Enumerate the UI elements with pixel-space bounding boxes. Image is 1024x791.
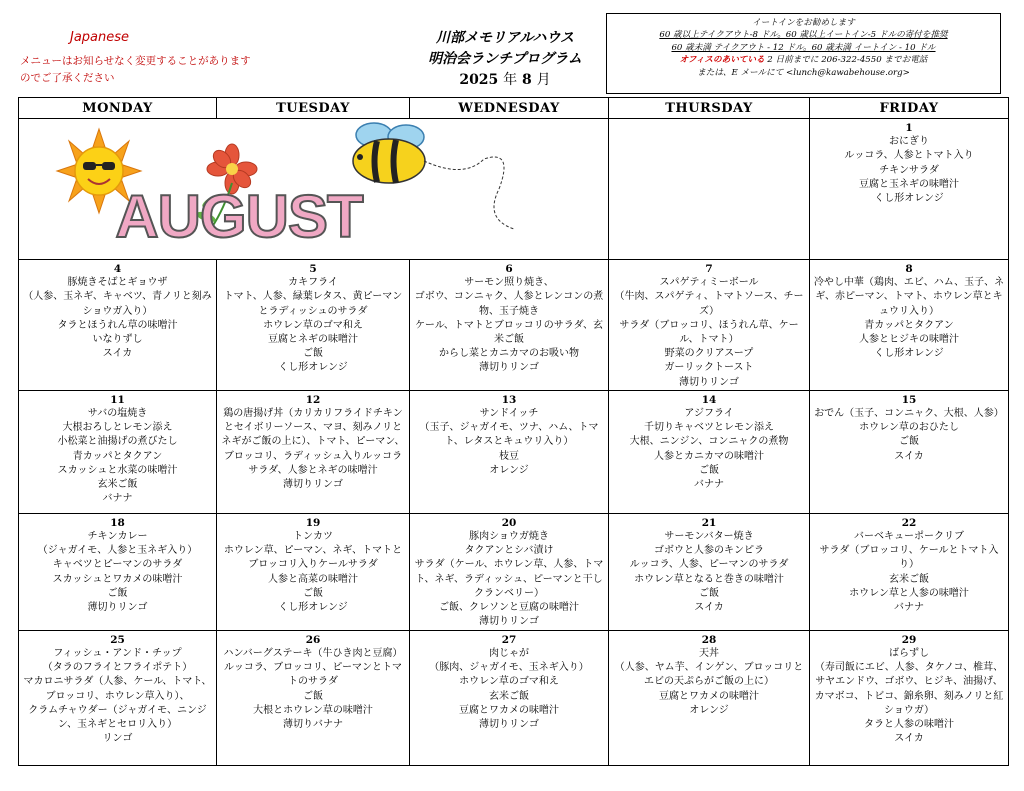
menu-item: いなりずし	[92, 334, 143, 346]
menu-item: 青カッパとタクアン	[864, 319, 954, 331]
year: 2025	[459, 72, 499, 88]
menu-item: カキフライ	[288, 277, 338, 289]
weekday-monday: MONDAY	[19, 98, 217, 119]
menu-item: ホウレン草のゴマ和え	[263, 319, 363, 331]
week-row-3	[19, 390, 1009, 513]
menu-item: ホウレン草のおひたし	[859, 422, 959, 434]
week-row-2	[19, 260, 1009, 391]
menu-item: 青カッパとタクアン	[72, 450, 163, 462]
menu-item: ホウレン草、ピーマン、ネギ、トマトとブロッコリ入りケールサラダ	[223, 545, 403, 571]
day-cell	[19, 630, 217, 765]
menu-item: ばらずし	[889, 648, 929, 660]
day-cell	[810, 513, 1009, 630]
day-cell	[810, 390, 1009, 513]
year-suffix: 年	[503, 72, 518, 88]
menu-item: 豆腐と玉ネギの味噌汁	[859, 178, 959, 190]
day-cell	[609, 513, 810, 630]
menu-item: 鶏の唐揚げ丼（カリカリフライドチキンとセイボリーソース、マヨ、刻みノリとネギがご飯の上に）、トマト、ピーマン、ブロッコリ、ラディッシュ入りルッコラサラダ、人参とネギの味噌汁	[221, 408, 405, 476]
menu-item: （ジャガイモ、人参と玉ネギ入り）	[37, 545, 198, 557]
weekday-friday: FRIDAY	[810, 98, 1009, 119]
menu-item: チキンカレー	[87, 531, 148, 543]
date-number: 13	[501, 393, 517, 406]
menu-item: 玄米ご飯	[489, 690, 529, 702]
menu-item: 薄切りリンゴ	[479, 719, 539, 731]
menu-item: ゴボウと人参のキンピラ	[654, 545, 764, 557]
menu-item: ルッコラ、ブロッコリ、ピーマンとトマトのサラダ	[223, 662, 403, 688]
menu-item: ご飯	[303, 587, 323, 599]
week-row-4	[19, 513, 1009, 630]
menu-item: ルッコラ、人参とトマト入り	[844, 150, 974, 162]
date-number: 19	[305, 516, 321, 529]
header-left	[20, 30, 320, 87]
menu-item: おでん（玉子、コンニャク、大根、人参）	[814, 408, 1004, 420]
menu-item: オレンジ	[489, 464, 529, 476]
org-name: 川部メモリアルハウス	[435, 30, 575, 46]
info-line-4	[607, 54, 1000, 66]
menu-item: スカッシュと水菜の味噌汁	[57, 464, 178, 476]
menu-item: 玄米ご飯	[97, 479, 138, 491]
menu-item: 薄切りリンゴ	[679, 376, 739, 388]
date-number: 8	[905, 263, 913, 275]
info-line-1: イートインをお勧めします	[752, 18, 855, 28]
date-number: 25	[110, 633, 125, 646]
menu-item: 枝豆	[499, 450, 519, 462]
menu-item: サラダ（ケール、ホウレン草、人参、トマト、ネギ、ラディッシュ、ピーマンと干しクランベリー）	[414, 559, 604, 599]
menu-item: 薄切りリンゴ	[479, 362, 539, 374]
day-cell	[217, 390, 410, 513]
menu-item: ホウレン草と人参の味噌汁	[849, 587, 969, 599]
menu-item: ご飯	[107, 587, 128, 599]
menu-item: ゴボウ、コンニャク、人参とレンコンの煮物、玉子焼き	[414, 291, 604, 317]
day-cell	[609, 390, 810, 513]
date-number: 7	[705, 263, 713, 275]
date-number: 4	[113, 263, 122, 275]
menu-item: バーベキューポークリブ	[854, 531, 964, 543]
day-cell	[217, 513, 410, 630]
day-cell	[19, 260, 217, 391]
date-number: 27	[501, 633, 517, 646]
menu-item: 肉じゃが	[489, 648, 529, 660]
menu-item: 薄切りリンゴ	[283, 479, 343, 491]
week-row-5	[19, 630, 1009, 765]
info-phone-text: 2 日前までに 206-322-4550 までお電話	[764, 55, 928, 66]
menu-calendar	[18, 97, 1009, 766]
august-banner-art	[44, 119, 514, 259]
august-art	[19, 119, 608, 259]
menu-item: （寿司飯にエビ、人参、タケノコ、椎茸、サヤエンドウ、ゴボウ、ヒジキ、油揚げ、カマボコ、トビコ、錦糸卵、刻みノリと紅ショウガ）	[814, 662, 1004, 716]
menu-item: ホウレン草のゴマ和え	[459, 676, 559, 688]
bee-icon	[353, 123, 514, 229]
menu-item: ご飯	[699, 464, 719, 476]
day-cell	[609, 630, 810, 765]
menu-item: バナナ	[894, 602, 924, 614]
menu-item: ケール、トマトとブロッコリのサラダ、玄米ご飯	[414, 319, 604, 346]
month: 8	[522, 72, 532, 88]
menu-item: バナナ	[102, 493, 133, 505]
menu-item: 大根、ニンジン、コンニャクの煮物	[629, 436, 789, 448]
menu-item: サーモン照り焼き、	[464, 277, 554, 289]
menu-item: ご飯	[303, 348, 323, 360]
day-cell	[609, 260, 810, 391]
menu-item: くし形オレンジ	[874, 193, 944, 205]
august-banner-text: AUGUST	[115, 183, 363, 250]
august-art-cell	[19, 119, 609, 260]
menu-item: タクアンとシバ漬け	[464, 545, 554, 557]
program-name: 明治会ランチプログラム	[428, 51, 582, 67]
menu-item: マカロニサラダ（人参、ケール、トマト、ブロッコリ、ホウレン草入り）、	[23, 676, 212, 702]
menu-item: スイカ	[694, 602, 724, 614]
menu-item: タラとほうれん草の味噌汁	[57, 319, 178, 331]
date-number: 6	[505, 263, 513, 275]
menu-item: ご飯	[303, 690, 323, 702]
weekday-wednesday: WEDNESDAY	[410, 98, 609, 119]
month-suffix: 月	[536, 72, 551, 88]
menu-item: （タラのフライとフライポテト）	[42, 662, 193, 674]
menu-item: トンカツ	[293, 531, 333, 543]
menu-item: （豚肉、ジャガイモ、玉ネギ入り）	[429, 662, 589, 674]
menu-item: サーモンバター焼き	[664, 531, 754, 543]
date-number: 11	[110, 393, 125, 406]
menu-item: フィッシュ・アンド・チップ	[53, 648, 182, 660]
menu-item: （人参、ヤム芋、インゲン、ブロッコリとエビの天ぷらがご飯の上に）	[614, 662, 804, 688]
day-cell	[217, 260, 410, 391]
menu-item: 豆腐とワカメの味噌汁	[659, 690, 759, 702]
menu-item: ルッコラ、人参、ピーマンのサラダ	[629, 559, 789, 571]
weekday-header-row	[19, 98, 1009, 119]
header-title-block	[400, 28, 610, 91]
menu-item: サラダ（ブロッコリ、ケールとトマト入り）	[819, 545, 999, 571]
date-number: 21	[701, 516, 717, 529]
menu-item: 豚焼きそばとギョウザ	[67, 277, 168, 289]
menu-item: ご飯、クレソンと豆腐の味噌汁	[439, 602, 579, 614]
date-number: 20	[501, 516, 517, 529]
menu-item: 人参と高菜の味噌汁	[268, 573, 358, 585]
day-cell-empty-thursday	[609, 119, 810, 260]
menu-item: リンゴ	[102, 733, 133, 745]
menu-item: 野菜のクリアスープ	[664, 348, 754, 360]
menu-item: クラムチャウダー（ジャガイモ、ニンジン、玉ネギとセロリ入り）	[28, 704, 207, 731]
menu-item: ご飯	[699, 587, 719, 599]
menu-item: スイカ	[894, 733, 924, 745]
change-notice-line-2: のでご了承ください	[20, 72, 115, 84]
weekday-thursday: THURSDAY	[609, 98, 810, 119]
menu-item: 薄切りリンゴ	[479, 616, 539, 628]
day-cell	[410, 260, 609, 391]
menu-item: スイカ	[894, 450, 924, 462]
menu-item: 小松菜と油揚げの煮びたし	[57, 436, 178, 448]
menu-item: おにぎり	[889, 136, 929, 148]
menu-item: ガーリックトースト	[664, 362, 754, 374]
date-number: 29	[901, 633, 917, 646]
menu-item: タラと人参の味噌汁	[864, 719, 954, 731]
menu-item: からし菜とカニカマのお吸い物	[439, 348, 579, 360]
date-number: 18	[110, 516, 125, 529]
day-cell	[410, 513, 609, 630]
menu-item: 人参とカニカマの味噌汁	[654, 450, 764, 462]
menu-item: 天丼	[699, 648, 719, 660]
change-notice	[20, 53, 320, 87]
menu-item: 薄切りリンゴ	[87, 602, 148, 614]
date-number: 22	[901, 516, 917, 529]
menu-item: ハンバーグステーキ（牛ひき肉と豆腐）	[223, 648, 403, 660]
date-number: 15	[901, 393, 917, 406]
menu-item: 大根とホウレン草の味噌汁	[253, 704, 373, 716]
day-cell	[217, 630, 410, 765]
date-number: 12	[305, 393, 321, 406]
date-number: 26	[305, 633, 321, 646]
menu-item: キャベツとピーマンのサラダ	[52, 559, 183, 571]
pricing-info-box	[606, 13, 1001, 94]
menu-item: スイカ	[102, 348, 133, 360]
menu-item: （牛肉、スパゲティ、トマトソース、チーズ）	[614, 291, 804, 317]
menu-item: ホウレン草となると巻きの味噌汁	[634, 573, 784, 585]
weekday-tuesday: TUESDAY	[217, 98, 410, 119]
menu-item: 玄米ご飯	[889, 573, 929, 585]
date-number: 1	[905, 122, 913, 134]
language-label: Japanese	[70, 30, 130, 45]
menu-item: 豆腐とネギの味噌汁	[268, 334, 358, 346]
menu-item: スパゲティミーボール	[659, 277, 759, 289]
day-cell	[410, 390, 609, 513]
menu-item: オレンジ	[689, 704, 729, 716]
menu-item: 大根おろしとレモン添え	[62, 422, 173, 434]
day-cell	[19, 390, 217, 513]
menu-item: トマト、人参、緑葉レタス、黄ピーマンとラディッシュのサラダ	[223, 291, 403, 317]
menu-item: くし形オレンジ	[278, 362, 348, 374]
menu-item: 人参とヒジキの味噌汁	[859, 334, 959, 346]
menu-item: アジフライ	[684, 408, 734, 420]
info-line-2: 60 歳以上テイクアウト-8 ドル。60 歳以上イートイン-5 ドルの寄付を推奨	[659, 30, 948, 41]
info-line-5: または、E メールにて <lunch@kawabehouse.org>	[697, 67, 910, 78]
menu-item: 千切りキャベツとレモン添え	[644, 422, 774, 434]
day-cell	[810, 260, 1009, 391]
menu-item: 薄切りバナナ	[283, 719, 343, 731]
info-line-3: 60 歳未満 テイクアウト - 12 ドル。60 歳未満 イートイン - 10 ドル	[671, 42, 936, 53]
date-number: 28	[701, 633, 717, 646]
menu-item: くし形オレンジ	[874, 348, 944, 360]
menu-item: 豚肉ショウガ焼き	[469, 531, 549, 543]
menu-item: くし形オレンジ	[278, 602, 348, 614]
menu-item: バナナ	[694, 479, 724, 491]
info-office-open: オフィスのあいている	[679, 55, 765, 66]
month-year	[400, 70, 610, 91]
day-cell	[410, 630, 609, 765]
change-notice-line-1: メニューはお知らせなく変更することがあります	[20, 55, 251, 67]
menu-item: サバの塩焼き	[87, 408, 148, 420]
menu-item: チキンサラダ	[879, 164, 939, 176]
menu-item: スカッシュとワカメの味噌汁	[52, 573, 183, 585]
date-number: 5	[309, 263, 317, 275]
menu-item: ご飯	[899, 436, 919, 448]
day-cell	[19, 513, 217, 630]
menu-item: サンドイッチ	[479, 408, 539, 420]
day-cell	[810, 630, 1009, 765]
menu-item: 豆腐とワカメの味噌汁	[459, 704, 559, 716]
date-number: 14	[701, 393, 717, 406]
week-row-1	[19, 119, 1009, 260]
menu-item: （玉子、ジャガイモ、ツナ、ハム、トマト、レタスとキュウリ入り）	[419, 422, 599, 448]
day-cell	[810, 119, 1009, 260]
menu-item: 冷やし中華（鶏肉、エビ、ハム、玉子、ネギ、赤ピーマン、トマト、ホウレン草とキュウリ入り）	[813, 277, 1005, 317]
menu-item: （人参、玉ネギ、キャベツ、青ノリと刻みショウガ入り）	[23, 291, 212, 317]
menu-item: サラダ（ブロッコリ、ほうれん草、ケール、トマト）	[619, 319, 799, 346]
